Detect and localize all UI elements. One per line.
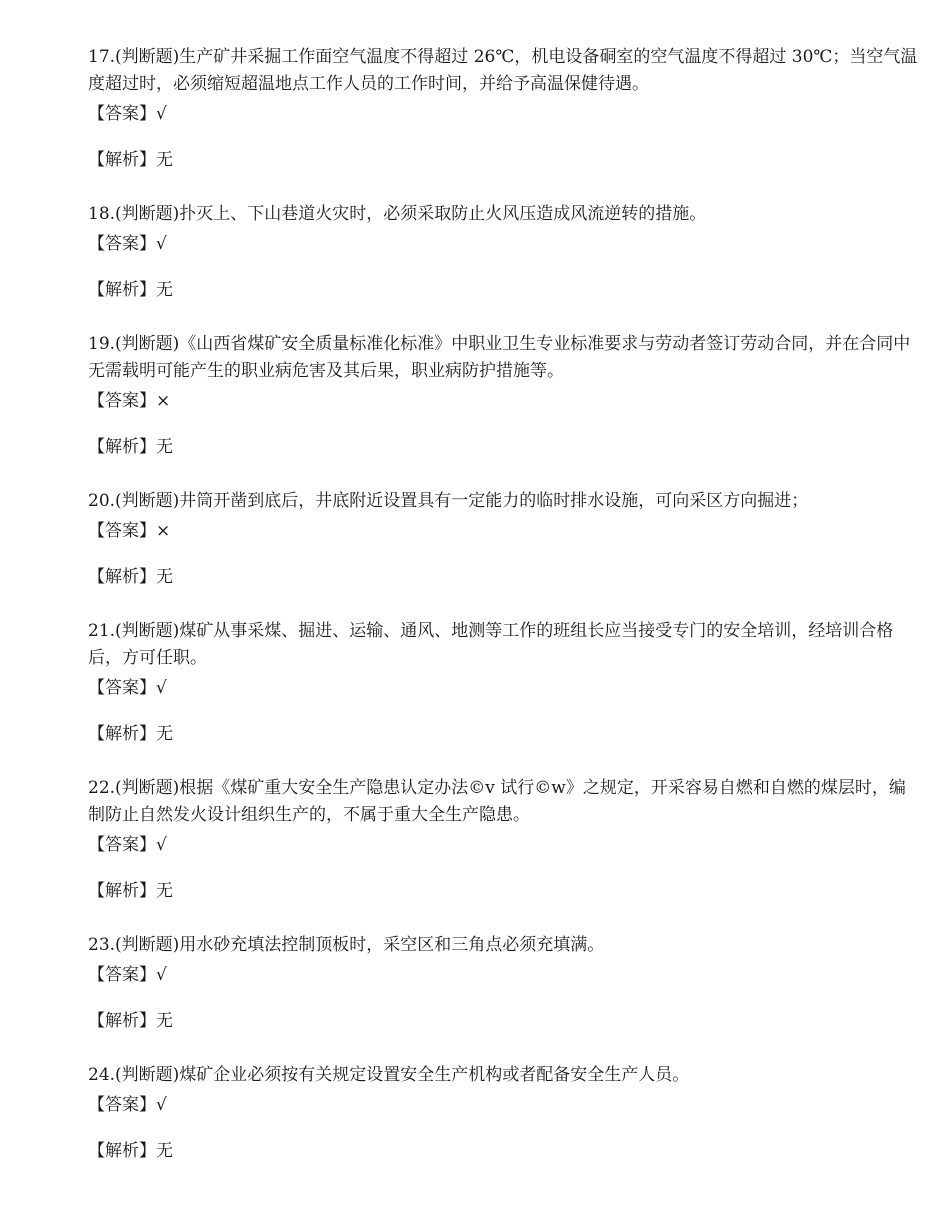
answer-line [88, 832, 918, 859]
question-21 [88, 618, 918, 748]
question-text: 24.(判断题)煤矿企业必须按有关规定设置安全生产机构或者配备安全生产人员。 [88, 1065, 690, 1085]
question-18 [88, 201, 918, 304]
analysis-value: 无 [156, 437, 173, 457]
question-19 [88, 331, 918, 461]
analysis-value: 无 [156, 150, 173, 170]
analysis-label: 【解析】 [88, 1141, 156, 1161]
document-body [88, 44, 918, 1165]
answer-value: √ [156, 234, 167, 254]
analysis-line [88, 1138, 918, 1165]
answer-line [88, 388, 918, 415]
question-22 [88, 775, 918, 905]
analysis-value: 无 [156, 724, 173, 744]
question-text: 21.(判断题)煤矿从事采煤、掘进、运输、通风、地测等工作的班组长应当接受专门的安全培训，经培训合格后，方可任职。 [88, 621, 894, 668]
analysis-label: 【解析】 [88, 437, 156, 457]
analysis-line [88, 434, 918, 461]
question-text: 22.(判断题)根据《煤矿重大安全生产隐患认定办法©v 试行©w》之规定，开采容易自燃和自燃的煤层时，编制防止自然发火设计组织生产的，不属于重大全生产隐患。 [88, 778, 906, 825]
question-20 [88, 488, 918, 591]
question-text: 17.(判断题)生产矿井采掘工作面空气温度不得超过 26℃，机电设备硐室的空气温度不得超过 30℃；当空气温度超过时，必须缩短超温地点工作人员的工作时间，并给予高温保健待遇。 [88, 47, 918, 94]
answer-line [88, 231, 918, 258]
analysis-label: 【解析】 [88, 280, 156, 300]
answer-line [88, 962, 918, 989]
answer-value: × [156, 391, 171, 411]
analysis-line [88, 721, 918, 748]
analysis-line [88, 564, 918, 591]
question-text: 18.(判断题)扑灭上、下山巷道火灾时，必须采取防止火风压造成风流逆转的措施。 [88, 204, 707, 224]
answer-value: × [156, 521, 171, 541]
analysis-line [88, 277, 918, 304]
answer-line [88, 101, 918, 128]
answer-label: 【答案】 [88, 521, 156, 541]
question-text: 19.(判断题)《山西省煤矿安全质量标准化标准》中职业卫生专业标准要求与劳动者签订劳动合同，并在合同中无需载明可能产生的职业病危害及其后果，职业病防护措施等。 [88, 334, 911, 381]
answer-value: √ [156, 1095, 167, 1115]
answer-line [88, 1092, 918, 1119]
question-23 [88, 932, 918, 1035]
analysis-label: 【解析】 [88, 567, 156, 587]
analysis-label: 【解析】 [88, 724, 156, 744]
analysis-label: 【解析】 [88, 150, 156, 170]
analysis-line [88, 878, 918, 905]
answer-label: 【答案】 [88, 835, 156, 855]
question-24 [88, 1062, 918, 1165]
question-text: 20.(判断题)井筒开凿到底后，井底附近设置具有一定能力的临时排水设施，可向采区方向掘进； [88, 491, 809, 511]
answer-value: √ [156, 835, 167, 855]
question-17 [88, 44, 918, 174]
answer-value: √ [156, 104, 167, 124]
question-text: 23.(判断题)用水砂充填法控制顶板时，采空区和三角点必须充填满。 [88, 935, 605, 955]
answer-label: 【答案】 [88, 1095, 156, 1115]
analysis-label: 【解析】 [88, 1011, 156, 1031]
answer-value: √ [156, 678, 167, 698]
answer-label: 【答案】 [88, 965, 156, 985]
analysis-value: 无 [156, 567, 173, 587]
analysis-label: 【解析】 [88, 881, 156, 901]
answer-label: 【答案】 [88, 104, 156, 124]
answer-label: 【答案】 [88, 678, 156, 698]
answer-line [88, 675, 918, 702]
analysis-value: 无 [156, 280, 173, 300]
analysis-line [88, 147, 918, 174]
answer-value: √ [156, 965, 167, 985]
analysis-value: 无 [156, 881, 173, 901]
answer-label: 【答案】 [88, 391, 156, 411]
answer-label: 【答案】 [88, 234, 156, 254]
analysis-value: 无 [156, 1141, 173, 1161]
answer-line [88, 518, 918, 545]
analysis-line [88, 1008, 918, 1035]
analysis-value: 无 [156, 1011, 173, 1031]
